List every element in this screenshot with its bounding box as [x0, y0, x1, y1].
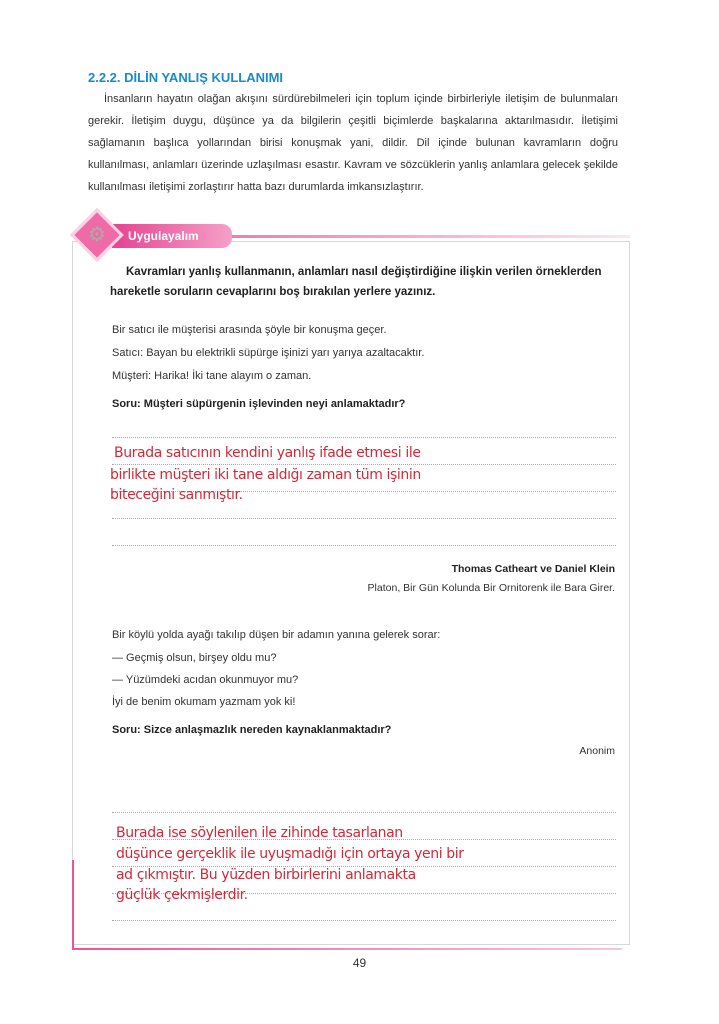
ex2-line: Bir köylü yolda ayağı takılıp düşen bir adamın yanına gelerek sorar:	[112, 629, 441, 641]
ex1-line: Bir satıcı ile müşterisi arasında şöyle bir konuşma geçer.	[112, 324, 387, 336]
answer-line[interactable]	[112, 812, 616, 813]
tab-divider	[230, 235, 630, 238]
ex2-answer-line: düşünce gerçeklik ile uyuşmadığı için ortaya yeni bir	[116, 846, 464, 862]
ex2-answer-line: güçlük çekmişlerdir.	[116, 887, 248, 903]
instruction-text: Kavramları yanlış kullanmanın, anlamları nasıl değiştirdiğine ilişkin verilen örneklerden hareketle soruların cevaplarını boş bırakılan yerlere yazınız.	[110, 266, 602, 298]
answer-line[interactable]	[112, 437, 616, 438]
ex2-line: — Yüzümdeki acıdan okunmuyor mu?	[112, 674, 299, 686]
ex2-line: — Geçmiş olsun, birşey oldu mu?	[112, 652, 277, 664]
ex1-line: Müşteri: Harika! İki tane alayım o zaman.	[112, 370, 312, 382]
ex1-line: Satıcı: Bayan bu elektrikli süpürge işinizi yarı yarıya azaltacaktır.	[112, 347, 425, 359]
ex1-source: Platon, Bir Gün Kolunda Bir Ornitorenk ile Bara Girer.	[367, 582, 615, 594]
answer-line[interactable]	[112, 518, 616, 519]
ex1-question: Soru: Müşteri süpürgenin işlevinden neyi anlamaktadır?	[112, 398, 406, 410]
ex1-author: Thomas Catheart ve Daniel Klein	[451, 563, 615, 575]
ex1-answer-line: biteceğini sanmıştır.	[110, 487, 243, 503]
ex2-answer-line: ad çıkmıştır. Bu yüzden birbirlerini anlamakta	[116, 867, 416, 883]
ex1-answer-line: birlikte müşteri iki tane aldığı zaman tüm işinin	[110, 467, 421, 483]
page-number: 49	[352, 956, 367, 970]
intro-paragraph	[88, 88, 618, 198]
instruction	[110, 262, 616, 302]
ex1-answer-line: Burada satıcının kendini yanlış ifade etmesi ile	[114, 445, 421, 461]
ex2-author: Anonim	[579, 745, 615, 757]
gear-icon: ⚙	[88, 224, 106, 246]
pink-accent-line	[72, 860, 74, 950]
answer-line[interactable]	[112, 545, 616, 546]
ex2-line: İyi de benim okumam yazmam yok ki!	[112, 696, 296, 708]
section-heading: 2.2.2. DİLİN YANLIŞ KULLANIMI	[88, 70, 284, 85]
pink-accent-line	[72, 948, 622, 950]
answer-line[interactable]	[112, 920, 616, 921]
ex2-answer-line: Burada ise söylenilen ile zihinde tasarlanan	[116, 825, 403, 841]
ex2-question: Soru: Sizce anlaşmazlık nereden kaynaklanmaktadır?	[112, 724, 392, 736]
intro-text: İnsanların hayatın olağan akışını sürdürebilmeleri için toplum içinde birbirleriyle iletişim de bulunmaları gerekir. İletişim duygu, düşünce ya da bilgilerin çeşitli biçimlerde başkalarına aktarılmasıdır. İletişimi sağlamanın başlıca yollarından birisi konuşmak yani, dildir. Dil içinde bulunan kavramların doğru kullanılması, anlamları üzerinde uzlaşılması esastır. Kavram ve sözcüklerin yanlış anlamlara gelecek şekilde kullanılması iletişimi zorlaştırır hatta bazı durumlarda imkansızlaştırır.	[88, 93, 618, 193]
uygulayalim-tab: Uygulayalım	[112, 224, 232, 248]
